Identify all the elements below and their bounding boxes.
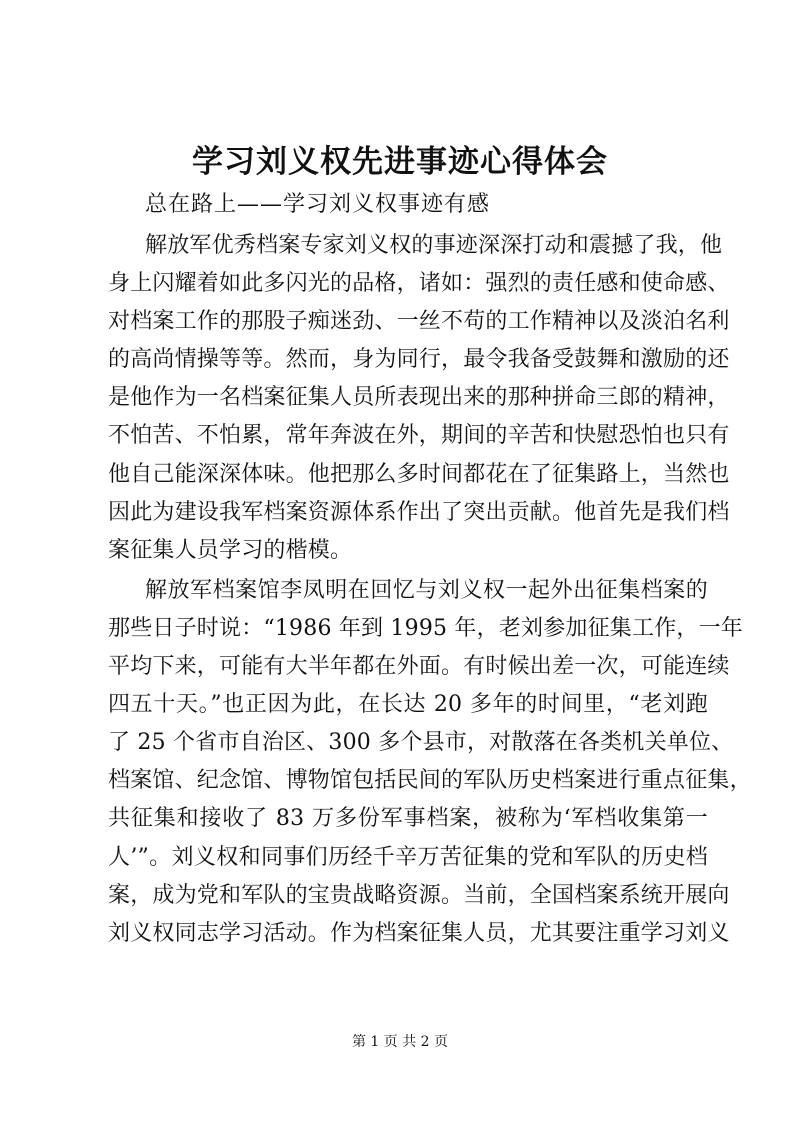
- text-line: 是他作为一名档案征集人员所表现出来的那种拼命三郎的精神，: [108, 385, 730, 411]
- text-line: 对档案工作的那股子痴迷劲、一丝不苟的工作精神以及淡泊名利: [108, 309, 730, 335]
- text-line: 了 25 个省市自治区、300 多个县市，对散落在各类机关单位、: [108, 730, 734, 756]
- text-line: 案征集人员学习的楷模。: [108, 537, 353, 563]
- text-line: 因此为建设我军档案资源体系作出了突出贡献。他首先是我们档: [108, 499, 730, 525]
- text-line: 的高尚情操等等。然而，身为同行，最令我备受鼓舞和激励的还: [108, 347, 730, 373]
- text-line: 刘义权同志学习活动。作为档案征集人员，尤其要注重学习刘义: [108, 920, 730, 946]
- text-line: 共征集和接收了 83 万多份军事档案，被称为‘军档收集第一: [108, 806, 708, 832]
- document-subtitle: 总在路上——学习刘义权事迹有感: [145, 192, 491, 217]
- document-body: [108, 227, 752, 953]
- text-line: 身上闪耀着如此多闪光的品格，诸如：强烈的责任感和使命感、: [108, 271, 730, 297]
- page-footer: 第 1 页 共 2 页: [351, 1034, 449, 1050]
- text-line: 四五十天。”也正因为此，在长达 20 多年的时间里，“老刘跑: [108, 692, 708, 718]
- text-line: 他自己能深深体味。他把那么多时间都花在了征集路上，当然也: [108, 461, 730, 487]
- text-line: 案，成为党和军队的宝贵战略资源。当前，全国档案系统开展向: [108, 882, 730, 908]
- text-line: 解放军优秀档案专家刘义权的事迹深深打动和震撼了我，他: [145, 233, 723, 258]
- text-line: 不怕苦、不怕累，常年奔波在外，期间的辛苦和快慰恐怕也只有: [108, 423, 730, 449]
- text-line: 档案馆、纪念馆、博物馆包括民间的军队历史档案进行重点征集，: [108, 768, 752, 794]
- document-title: 学习刘义权先进事迹心得体会: [192, 144, 608, 180]
- text-line: 平均下来，可能有大半年都在外面。有时候出差一次，可能连续: [108, 654, 730, 680]
- text-line: 人’”。刘义权和同事们历经千辛万苦征集的党和军队的历史档: [108, 844, 708, 870]
- text-line: 解放军档案馆李凤明在回忆与刘义权一起外出征集档案的: [145, 577, 708, 603]
- text-line: 那些日子时说：“1986 年到 1995 年，老刘参加征集工作，一年: [108, 615, 744, 641]
